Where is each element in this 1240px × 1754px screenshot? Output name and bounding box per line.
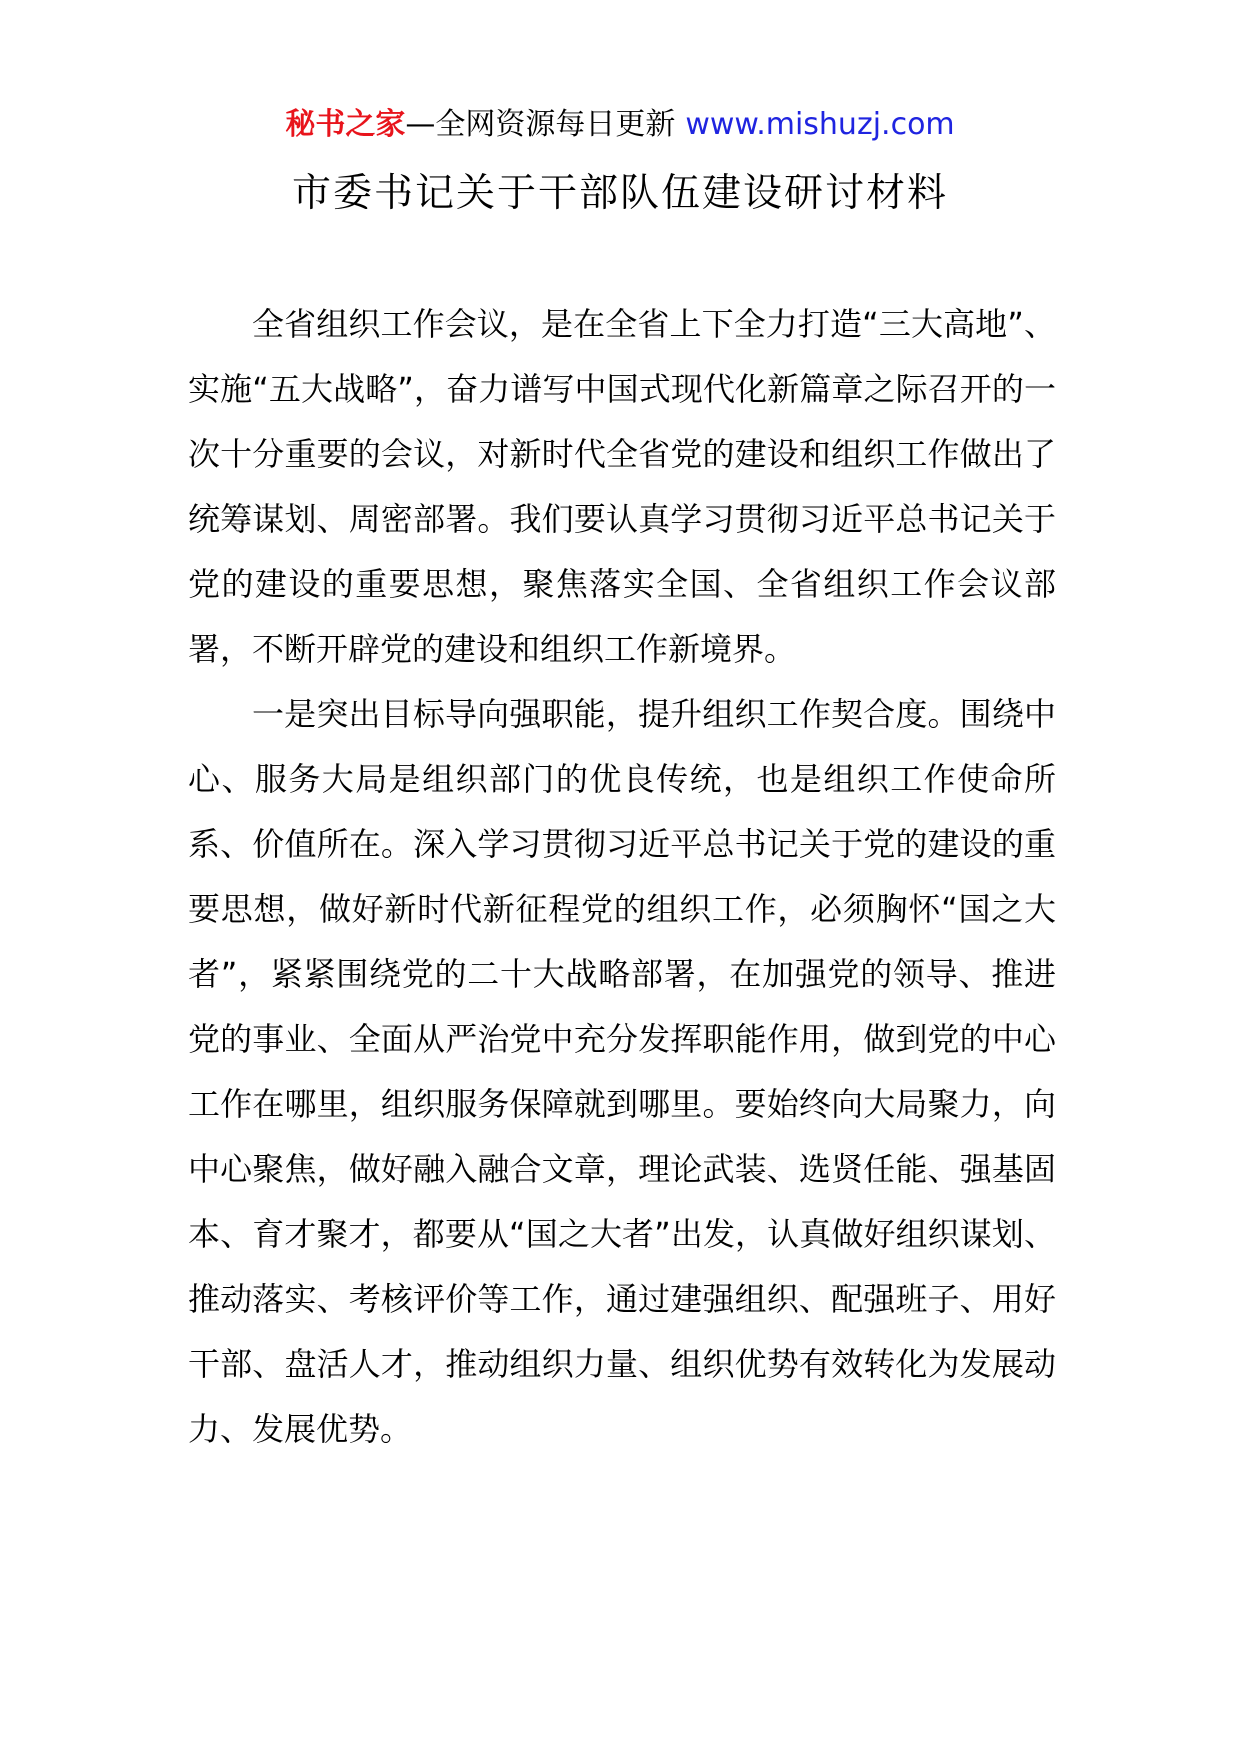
paragraph-point-one: 一是突出目标导向强职能，提升组织工作契合度。围绕中心、服务大局是组织部门的优良传统，也是组织工作使命所系、价值所在。深入学习贯彻习近平总书记关于党的建设的重要思想，做好新时代新征程党的组织工作，必须胸怀“国之大者”，紧紧围绕党的二十大战略部署，在加强党的领导、推进党的事业、全面从严治党中充分发挥职能作用，做到党的中心工作在哪里，组织服务保障就到哪里。要始终向大局聚力，向中心聚焦，做好融入融合文章，理论武装、选贤任能、强基固本、育才聚才，都要从“国之大者”出发，认真做好组织谋划、推动落实、考核评价等工作，通过建强组织、配强班子、用好干部、盘活人才，推动组织力量、组织优势有效转化为发展动力、发展优势。 bbox=[188, 695, 1056, 1448]
document-body bbox=[188, 292, 1056, 1462]
document-title: 市委书记关于干部队伍建设研讨材料 bbox=[291, 171, 948, 216]
site-brand: 秘书之家 bbox=[285, 107, 406, 142]
paragraph-intro: 全省组织工作会议，是在全省上下全力打造“三大高地”、实施“五大战略”，奋力谱写中国式现代化新篇章之际召开的一次十分重要的会议，对新时代全省党的建设和组织工作做出了统筹谋划、周密部署。我们要认真学习贯彻习近平总书记关于党的建设的重要思想，聚焦落实全国、全省组织工作会议部署，不断开辟党的建设和组织工作新境界。 bbox=[188, 305, 1056, 668]
site-url: www.mishuzj.com bbox=[685, 107, 955, 142]
site-header bbox=[0, 103, 1240, 147]
site-slogan: —全网资源每日更新 bbox=[405, 107, 676, 142]
